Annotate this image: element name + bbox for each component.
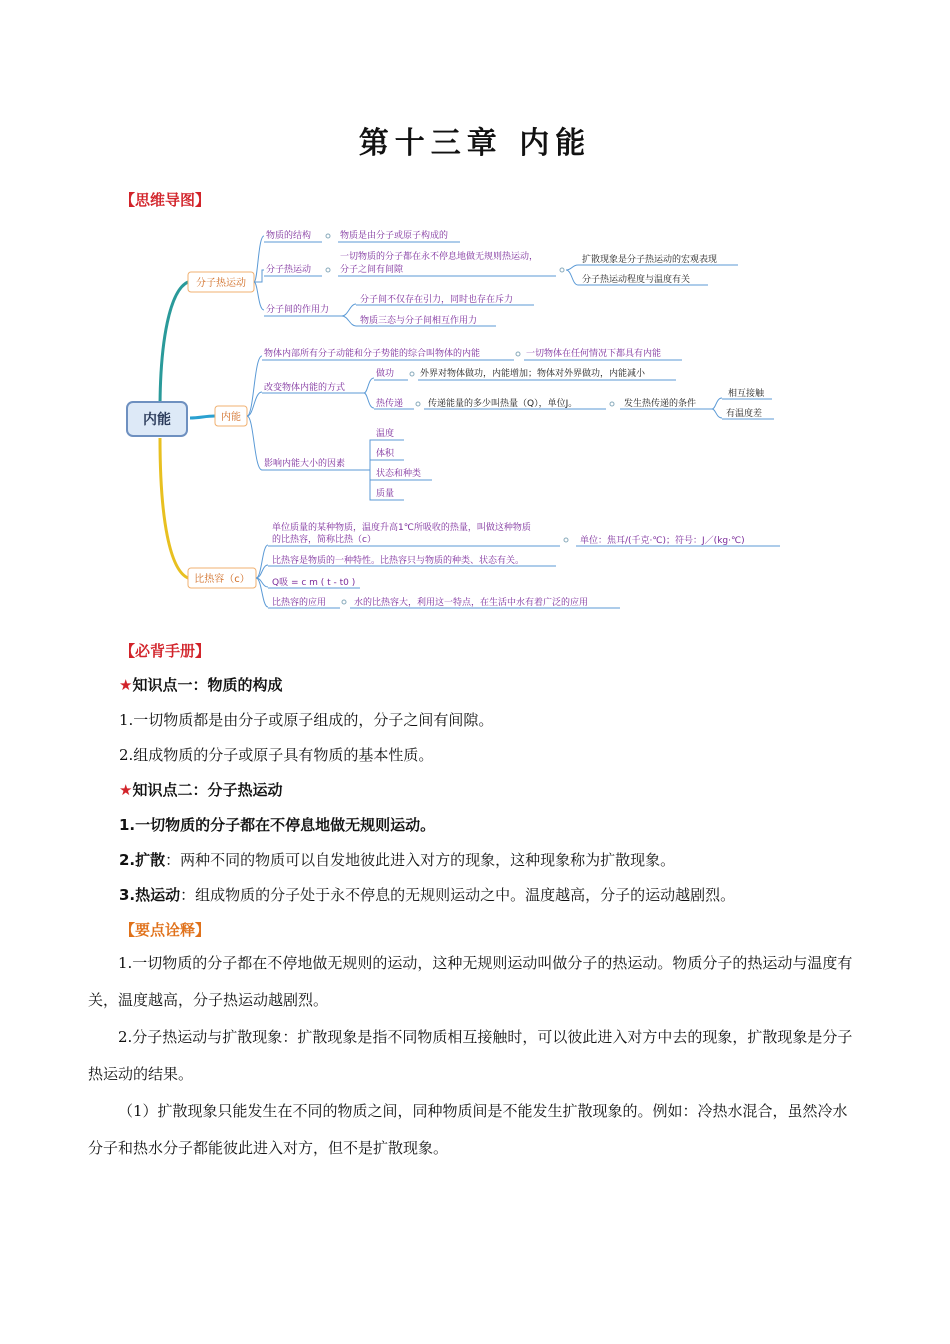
page-title: 第十三章 内能 xyxy=(358,126,592,161)
svg-text:分子间的作用力: 分子间的作用力 xyxy=(266,305,330,315)
explain-paragraph-3: （1）扩散现象只能发生在不同的物质之间，同种物质间是不能发生扩散现象的。例如：冷热水混合，虽然冷水分子和热水分子都能彼此进入对方，但不是扩散现象。 xyxy=(88,1102,848,1157)
point-2-line-1: 1.一切物质的分子都在不停息地做无规则运动。 xyxy=(119,816,436,834)
svg-text:水的比热容大，利用这一特点，在生活中水有着广泛的应用: 水的比热容大，利用这一特点，在生活中水有着广泛的应用 xyxy=(354,598,589,608)
svg-text:物质的结构: 物质的结构 xyxy=(266,231,312,241)
svg-text:单位：焦耳/(千克·℃)；符号：J／(kg·℃): 单位：焦耳/(千克·℃)；符号：J／(kg·℃) xyxy=(580,536,745,546)
svg-text:比热容是物质的一种特性。比热容只与物质的种类、状态有关。: 比热容是物质的一种特性。比热容只与物质的种类、状态有关。 xyxy=(272,556,525,566)
svg-text:内能: 内能 xyxy=(221,412,241,423)
svg-text:传递能量的多少叫热量（Q），单位J。: 传递能量的多少叫热量（Q），单位J。 xyxy=(428,399,578,409)
branch-line-2 xyxy=(190,416,215,418)
svg-text:热传递: 热传递 xyxy=(376,399,404,409)
section-mindmap-heading: 【思维导图】 xyxy=(120,191,211,209)
svg-text:外界对物体做功，内能增加；物体对外界做功，内能减小: 外界对物体做功，内能增加；物体对外界做功，内能减小 xyxy=(420,369,646,379)
svg-text:做功: 做功 xyxy=(376,369,395,379)
svg-text:的比热容，简称比热（c）: 的比热容，简称比热（c） xyxy=(272,535,376,545)
svg-text:质量: 质量 xyxy=(376,489,395,499)
section-handbook-heading: 【必背手册】 xyxy=(120,642,211,660)
svg-text:温度: 温度 xyxy=(376,429,395,439)
svg-text:分子间不仅存在引力，同时也存在斥力: 分子间不仅存在引力，同时也存在斥力 xyxy=(360,295,514,305)
svg-text:相互接触: 相互接触 xyxy=(728,389,765,399)
point-1-heading: ★知识点一：物质的构成 xyxy=(119,676,283,694)
svg-text:扩散现象是分子热运动的宏观表现: 扩散现象是分子热运动的宏观表现 xyxy=(582,255,718,265)
svg-text:发生热传递的条件: 发生热传递的条件 xyxy=(624,399,697,409)
svg-text:体积: 体积 xyxy=(376,449,395,459)
point-2-line-2: 2.扩散：两种不同的物质可以自发地彼此进入对方的现象，这种现象称为扩散现象。 xyxy=(119,851,676,869)
svg-text:一切物体在任何情况下都具有内能: 一切物体在任何情况下都具有内能 xyxy=(526,349,662,359)
svg-text:有温度差: 有温度差 xyxy=(726,409,763,419)
point-2-heading: ★知识点二：分子热运动 xyxy=(119,781,283,799)
point-1-line-2: 2.组成物质的分子或原子具有物质的基本性质。 xyxy=(119,746,434,764)
explain-paragraph-2: 2.分子热运动与扩散现象：扩散现象是指不同物质相互接触时，可以彼此进入对方中去的现象，扩散现象是分子热运动的结果。 xyxy=(88,1028,853,1083)
svg-text:分子热运动: 分子热运动 xyxy=(196,278,246,289)
section-explain-heading: 【要点诠释】 xyxy=(120,921,211,939)
point-2-line-3: 3.热运动：组成物质的分子处于永不停息的无规则运动之中。温度越高，分子的运动越剧烈。 xyxy=(119,886,736,904)
svg-text:物质三态与分子间相互作用力: 物质三态与分子间相互作用力 xyxy=(360,316,478,326)
svg-text:比热容的应用: 比热容的应用 xyxy=(272,598,327,608)
svg-text:一切物质的分子都在永不停息地做无规则热运动，: 一切物质的分子都在永不停息地做无规则热运动， xyxy=(340,252,539,262)
svg-text:比热容（c）: 比热容（c） xyxy=(194,574,250,585)
explain-paragraph-1: 1.一切物质的分子都在不停地做无规则的运动，这种无规则运动叫做分子的热运动。物质分子的热运动与温度有关，温度越高，分子热运动越剧烈。 xyxy=(88,954,853,1009)
mind-map xyxy=(0,210,950,670)
svg-text:分子热运动: 分子热运动 xyxy=(266,265,312,275)
svg-text:单位质量的某种物质，温度升高1℃所吸收的热量，叫做这种物质: 单位质量的某种物质，温度升高1℃所吸收的热量，叫做这种物质 xyxy=(272,523,531,533)
svg-text:物质是由分子或原子构成的: 物质是由分子或原子构成的 xyxy=(340,231,449,241)
svg-text:状态和种类: 状态和种类 xyxy=(376,469,422,479)
star-icon: ★ xyxy=(119,676,133,694)
svg-text:分子热运动程度与温度有关: 分子热运动程度与温度有关 xyxy=(582,275,691,285)
svg-text:改变物体内能的方式: 改变物体内能的方式 xyxy=(264,383,346,393)
branch-line-3 xyxy=(160,438,188,578)
svg-text:分子之间有间隙: 分子之间有间隙 xyxy=(340,265,404,275)
svg-text:影响内能大小的因素: 影响内能大小的因素 xyxy=(264,459,346,469)
root-label: 内能 xyxy=(143,412,171,428)
svg-text:Q吸 = c m ( t - t0 ): Q吸 = c m ( t - t0 ) xyxy=(272,578,356,588)
point-1-line-1: 1.一切物质都是由分子或原子组成的，分子之间有间隙。 xyxy=(119,711,494,729)
svg-text:物体内部所有分子动能和分子势能的综合叫物体的内能: 物体内部所有分子动能和分子势能的综合叫物体的内能 xyxy=(264,349,481,359)
star-icon: ★ xyxy=(119,781,133,799)
branch-line-1 xyxy=(160,282,188,410)
